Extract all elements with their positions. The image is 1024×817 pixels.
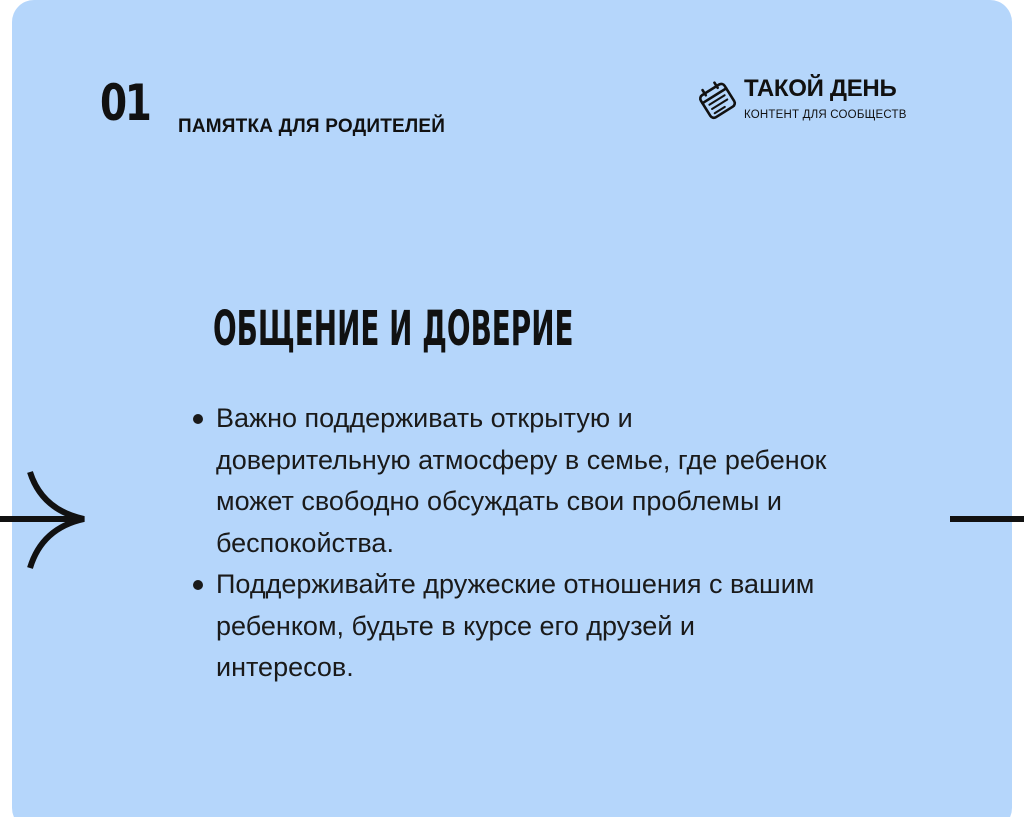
bullet-item: Поддерживайте дружеские отношения с вашим ребенком, будьте в курсе его друзей и интересов. <box>190 564 830 689</box>
logo-title: ТАКОЙ ДЕНЬ <box>744 75 897 102</box>
bullet-list <box>190 398 830 689</box>
brand-logo <box>696 77 956 125</box>
slide-card <box>12 0 1012 817</box>
slide-number: 01 <box>100 74 150 132</box>
dash-icon[interactable] <box>950 515 1024 523</box>
calendar-icon <box>696 79 738 121</box>
bullet-item: Важно поддерживать открытую и доверительную атмосферу в семье, где ребенок может свободно обсуждать свои проблемы и беспокойства. <box>190 398 830 564</box>
arrow-right-icon[interactable] <box>0 460 100 580</box>
logo-subtitle: КОНТЕНТ ДЛЯ СООБЩЕСТВ <box>744 109 907 121</box>
header-label: ПАМЯТКА ДЛЯ РОДИТЕЛЕЙ <box>178 116 446 137</box>
section-heading: ОБЩЕНИЕ И ДОВЕРИЕ <box>213 301 574 357</box>
